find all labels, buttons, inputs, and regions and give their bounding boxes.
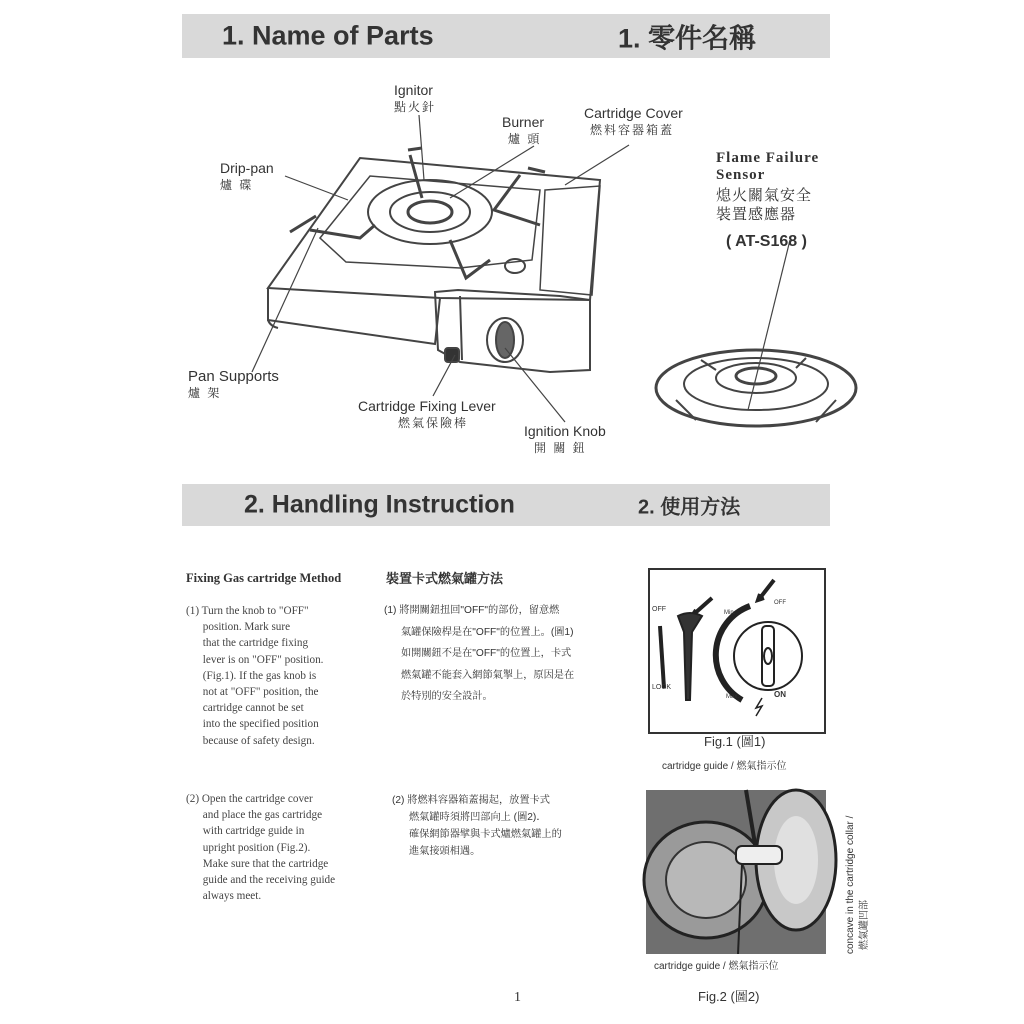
label-sensor-zh: 熄火關氣安全 裝置感應器: [716, 187, 813, 223]
section-1-title-zh: 1. 零件名稱: [618, 23, 757, 54]
method-heading-en: Fixing Gas cartridge Method: [186, 571, 342, 585]
fig-1-lock: LOCK: [652, 684, 672, 691]
label-ignition-knob: Ignition Knob 開 關 鈕: [524, 423, 606, 455]
fig-1-caption: Fig.1 (圖1): [704, 734, 766, 749]
fig-2-photo: [646, 790, 826, 954]
fig-1-illustration: [650, 570, 824, 732]
fig-2-guide-bottom: cartridge guide / 燃氣指示位: [654, 961, 779, 972]
fig-1-max: Max.: [726, 694, 740, 700]
fig-1-off-left: OFF: [652, 606, 666, 613]
fig-1-min: Min.: [724, 610, 736, 616]
fig-1-off-right: OFF: [774, 600, 786, 606]
step-2-zh: (2) 將燃料容器箱蓋揭起，放置卡式 燃氣罐時須將凹部向上 (圖2)． 確保網節器擘與卡式爐燃氣罐上的 進氣接頭相遇。: [392, 795, 562, 857]
fig-2-caption: Fig.2 (圖2): [698, 989, 760, 1004]
sensor-closeup-illustration: [656, 340, 856, 440]
label-burner: Burner 爐 頭: [502, 114, 545, 146]
step-1-en: (1) Turn the knob to "OFF" position. Mark sure that the cartridge fixing lever is on "OFF" position. (Fig.1). If the gas knob is not at "OFF" position, the cartridge cannot be set into the specified position because of safety design.: [186, 605, 324, 747]
label-flame-failure-sensor: Flame Failure Sensor: [716, 150, 820, 183]
section-1-title-en: 1. Name of Parts: [222, 20, 434, 51]
page-number: 1: [514, 990, 521, 1005]
fig-1-frame: [648, 568, 826, 734]
label-pan-supports: Pan Supports 爐 架: [188, 368, 279, 400]
label-cartridge-cover: Cartridge Cover 燃料容器箱蓋: [584, 105, 683, 137]
step-2-en: (2) Open the cartridge cover and place the gas cartridge with cartridge guide in upright position (Fig.2). Make sure that the cartridge guide and the receiving guide always meet.: [186, 793, 336, 903]
label-cartridge-fixing-lever: Cartridge Fixing Lever 燃氣保險棒: [358, 398, 496, 430]
fig-2-guide-top: cartridge guide / 燃氣指示位: [662, 761, 787, 772]
sensor-model: ( AT-S168 ): [726, 233, 807, 250]
fig-2-side-en: concave in the cartridge collar /: [845, 815, 856, 954]
label-ignitor: Ignitor 點火針: [394, 82, 437, 114]
fig-2-side-zh: 燃氣罐凹部: [859, 900, 870, 950]
section-2-title-en: 2. Handling Instruction: [244, 490, 515, 519]
method-heading-zh: 裝置卡式燃氣罐方法: [386, 571, 504, 586]
section-2-header: [182, 484, 830, 526]
label-drip-pan: Drip-pan 爐 碟: [220, 160, 274, 192]
section-2-title-zh: 2. 使用方法: [638, 496, 741, 519]
fig-1-on: ON: [774, 690, 786, 699]
step-1-zh: (1) 將開關鈕扭回"OFF"的部份，留意燃 氣罐保險桿是在"OFF"的位置上。(圖1) 如開關鈕不是在"OFF"的位置上，卡式 燃氣罐不能套入網節氣掣上，原因是在 於特別的安全設計。: [384, 605, 575, 702]
